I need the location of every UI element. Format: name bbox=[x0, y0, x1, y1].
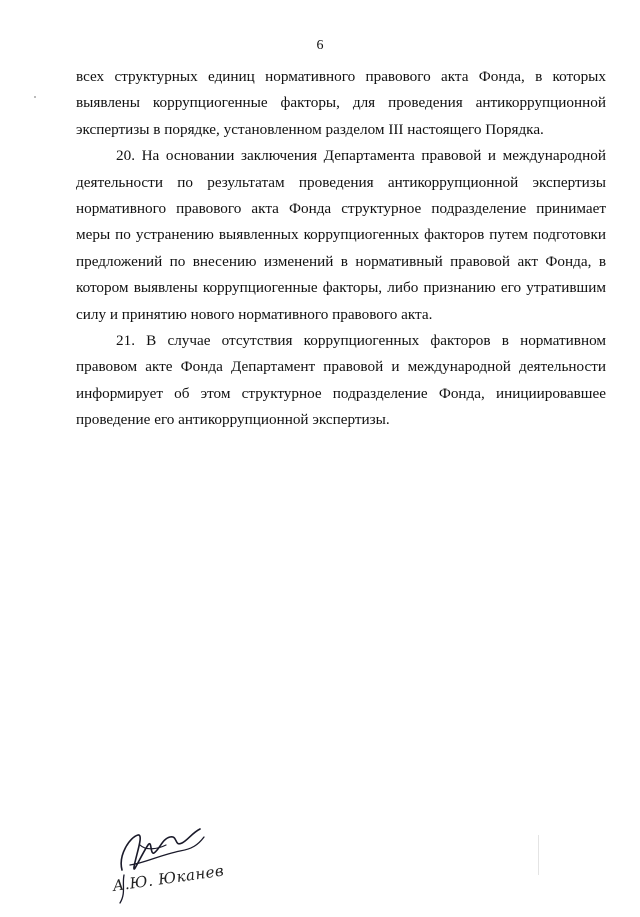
paragraph-21: 21. В случае отсутствия коррупциогенных факторов в нормативном правовом акте Фонда Департамент правовой и международной деятельности информирует об этом структурное подразделение Фонда, инициировавшее проведение его антикоррупционной экспертизы. bbox=[76, 332, 606, 429]
paragraph-20: 20. На основании заключения Департамента правовой и международной деятельности по результатам проведения антикоррупционной экспертизы нормативного правового акта Фонда структурное подразделение принимает меры по устранению выявленных коррупциогенных факторов путем подготовки предложений по внесению изменений в нормативный правовой акт Фонда, в котором выявлены коррупциогенные факторы, либо признанию его утратившим силу и принятию нового нормативного правового акта. bbox=[76, 147, 606, 323]
scan-artifact bbox=[538, 835, 539, 875]
paragraph-continuation: всех структурных единиц нормативного правового акта Фонда, в которых выявлены коррупциогенные факторы, для проведения антикоррупционной экспертизы в порядке, установленном разделом III настоящего Порядка. bbox=[76, 68, 606, 138]
page-number: 6 bbox=[316, 38, 324, 53]
signature-name: А.Ю. Юканев bbox=[111, 861, 226, 895]
scan-artifact bbox=[34, 96, 36, 98]
document-body bbox=[76, 64, 606, 434]
